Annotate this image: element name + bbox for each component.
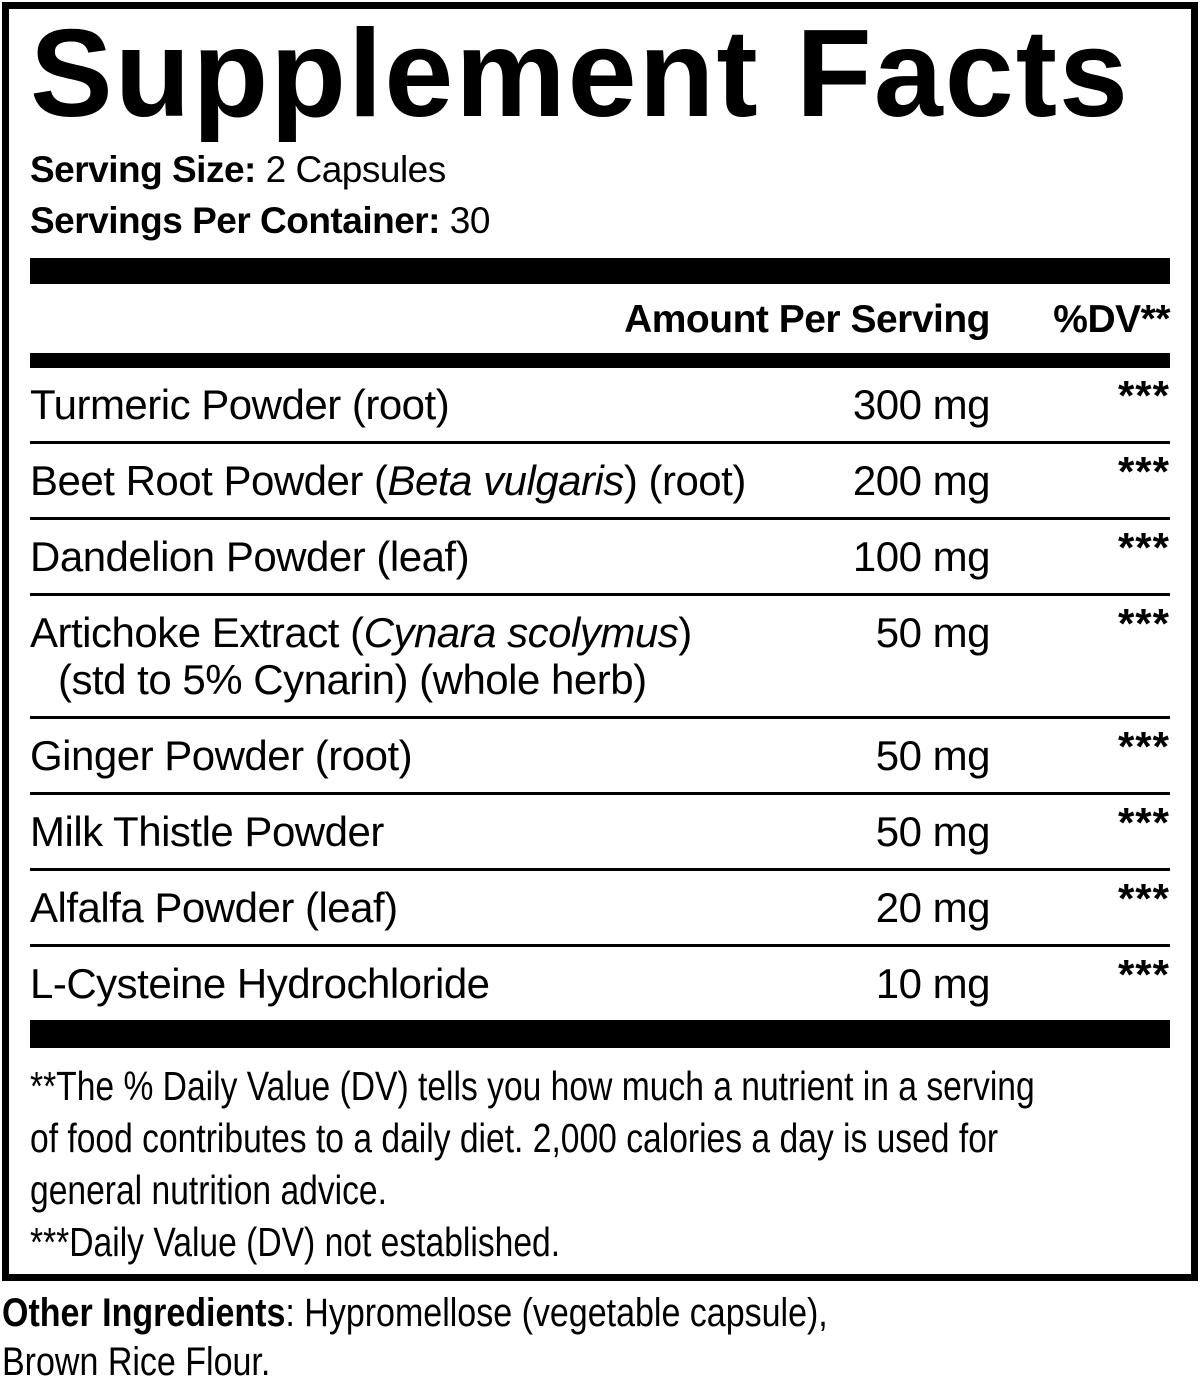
ingredient-row-alfalfa xyxy=(30,871,1170,947)
ingredient-amount: 20 mg xyxy=(875,884,990,932)
panel-title: Supplement Facts xyxy=(30,5,1130,143)
servings-per-container-row xyxy=(30,195,1170,246)
other-ingredients-section xyxy=(2,1289,1200,1387)
ingredient-dv: *** xyxy=(1117,875,1170,923)
ingredient-dv: *** xyxy=(1117,600,1170,648)
ingredient-name: Turmeric Powder (root) xyxy=(30,381,450,429)
ingredient-amount: 200 mg xyxy=(852,457,990,505)
ingredient-amount: 50 mg xyxy=(875,609,990,657)
ingredient-name: Beet Root Powder (Beta vulgaris) (root) xyxy=(30,457,746,505)
ingredient-dv: *** xyxy=(1117,951,1170,999)
serving-size-value: 2 Capsules xyxy=(265,149,446,191)
ingredient-row-milk-thistle xyxy=(30,795,1170,871)
ingredient-name-line2: (std to 5% Cynarin) (whole herb) xyxy=(58,656,647,704)
ingredient-row-beet-root xyxy=(30,444,1170,520)
not-established-footnote: ***Daily Value (DV) not established. xyxy=(30,1219,561,1266)
ingredient-dv: *** xyxy=(1117,448,1170,496)
footnotes xyxy=(30,1048,1170,1268)
ingredient-amount: 100 mg xyxy=(852,533,990,581)
ingredient-dv: *** xyxy=(1117,524,1170,572)
ingredient-name: Alfalfa Powder (leaf) xyxy=(30,884,398,932)
ingredient-name: L-Cysteine Hydrochloride xyxy=(30,960,490,1008)
serving-size-label: Serving Size: xyxy=(30,149,256,191)
ingredient-row-artichoke xyxy=(30,596,1170,719)
other-ingredients-line1 xyxy=(2,1289,1020,1338)
divider-bar-header xyxy=(30,353,1170,368)
ingredient-name: Milk Thistle Powder xyxy=(30,808,384,856)
other-ingredients-line2: Brown Rice Flour. xyxy=(2,1340,271,1385)
ingredient-row-dandelion xyxy=(30,520,1170,596)
dv-footnote-line3: general nutrition advice. xyxy=(30,1167,387,1214)
dv-footnote-line2: of food contributes to a daily diet. 2,000 calories a day is used for xyxy=(30,1115,999,1162)
ingredient-dv: *** xyxy=(1117,372,1170,420)
ingredient-amount: 50 mg xyxy=(875,808,990,856)
ingredient-amount: 50 mg xyxy=(875,732,990,780)
ingredient-amount: 10 mg xyxy=(875,960,990,1008)
ingredient-dv: *** xyxy=(1117,799,1170,847)
supplement-facts-panel xyxy=(2,2,1198,1281)
ingredient-row-l-cysteine xyxy=(30,947,1170,1020)
dv-footnote-line1: **The % Daily Value (DV) tells you how much a nutrient in a serving xyxy=(30,1063,1035,1110)
other-ingredients-rest: : Hypromellose (vegetable capsule), xyxy=(285,1291,828,1336)
column-header-dv: %DV** xyxy=(1053,298,1170,342)
table-header-row xyxy=(30,284,1170,353)
ingredient-row-ginger xyxy=(30,719,1170,795)
serving-size-row xyxy=(30,144,1170,195)
servings-per-container-value: 30 xyxy=(449,200,490,242)
column-header-amount: Amount Per Serving xyxy=(624,298,990,342)
ingredient-name xyxy=(30,609,876,703)
serving-info xyxy=(30,144,1170,246)
ingredient-name: Ginger Powder (root) xyxy=(30,732,413,780)
ingredient-amount: 300 mg xyxy=(852,381,990,429)
other-ingredients-label: Other Ingredients xyxy=(2,1291,286,1336)
servings-per-container-label: Servings Per Container: xyxy=(30,200,441,242)
divider-bar-top xyxy=(30,258,1170,284)
ingredient-name-line1: Artichoke Extract (Cynara scolymus) xyxy=(30,609,692,657)
ingredient-dv: *** xyxy=(1117,723,1170,771)
divider-bar-bottom xyxy=(30,1020,1170,1048)
ingredient-row-turmeric xyxy=(30,368,1170,444)
ingredient-name: Dandelion Powder (leaf) xyxy=(30,533,470,581)
